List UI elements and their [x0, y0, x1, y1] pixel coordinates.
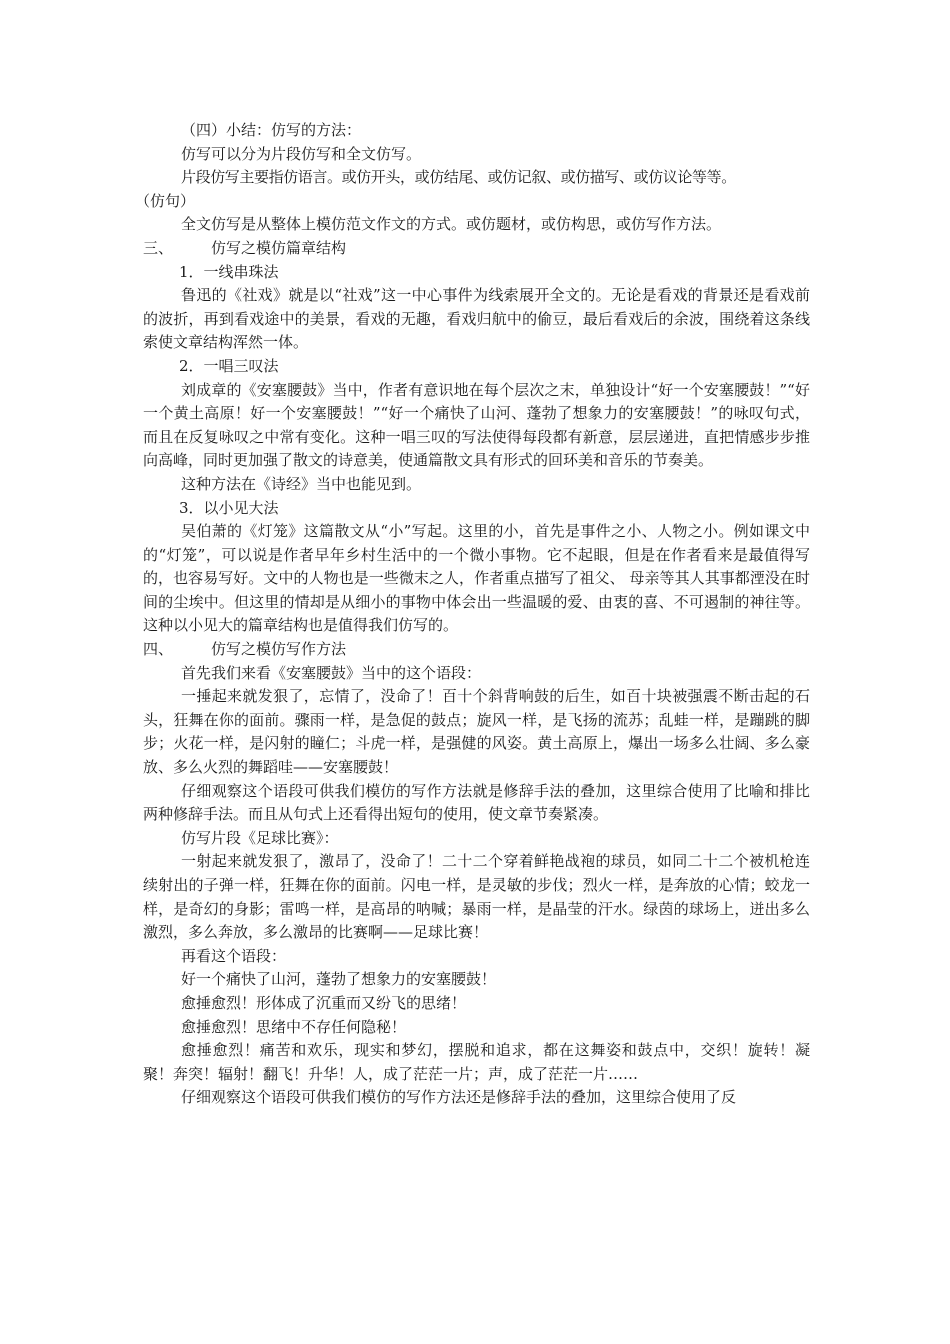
paragraph: 片段仿写主要指仿语言。或仿开头，或仿结尾、或仿记叙、或仿描写、或仿议论等等。 — [181, 168, 736, 187]
paragraph: 刘成章的《安塞腰鼓》当中，作者有意识地在每个层次之末，单独设计“好一个安塞腰鼓！”“好一个黄土高原！好一个安塞腰鼓！”“好一个痛快了山河、蓬勃了想象力的安塞腰鼓！”的咏叹句式，而且在反复咏叹之中常有变化。这种一唱三叹的写法使得每段都有新意，层层递进，直把情感步步推向高峰，同时更加强了散文的诗意美，使通篇散文具有形式的回环美和音乐的节奏美。 — [143, 380, 810, 470]
paragraph: 吴伯萧的《灯笼》这篇散文从“小”写起。这里的小，首先是事件之小、人物之小。例如课文中的“灯笼”，可以说是作者早年乡村生活中的一个微小事物。它不起眼，但是在作者看来是最值得写的，也容易写好。文中的人物也是一些微末之人，作者重点描写了祖父、 母亲等其人其事都湮没在时间的尘埃中。但这里的情却是从细小的事物中体会出一些温暖的爱、由衷的喜、不可遏制的神往等。这种以小见大的篇章结构也是值得我们仿写的。 — [143, 522, 810, 635]
quote-line: 好一个痛快了山河，蓬勃了想象力的安塞腰鼓！ — [181, 970, 497, 989]
paragraph: 全文仿写是从整体上模仿范文作文的方式。或仿题材，或仿构思，或仿写作方法。 — [181, 215, 722, 234]
paragraph: 鲁迅的《社戏》就是以“社戏”这一中心事件为线索展开全文的。无论是看戏的背景还是看戏前的波折，再到看戏途中的美景，看戏的无趣，看戏归航中的偷豆，最后看戏后的余波，围绕着这条线索使文章结构浑然一体。 — [143, 286, 810, 352]
subheading: 1．一线串珠法 — [179, 262, 279, 281]
paragraph: 一射起来就发狠了，激昂了，没命了！二十二个穿着鲜艳战袍的球员，如同二十二个被机枪连续射出的子弹一样，狂舞在你的面前。闪电一样，是灵敏的步伐；烈火一样，是奔放的心情；蛟龙一样，是奇幻的身影；雷鸣一样，是高昂的呐喊；暴雨一样，是晶莹的汗水。绿茵的球场上，迸出多么激烈，多么奔放，多么激昂的比赛啊——足球比赛！ — [143, 852, 810, 942]
section-heading-3 — [143, 237, 810, 261]
paragraph: 仿写片段《足球比赛》： — [181, 828, 339, 847]
paragraph: 仔细观察这个语段可供我们模仿的写作方法就是修辞手法的叠加，这里综合使用了比喻和排比两种修辞手法。而且从句式上还看得出短句的使用，使文章节奏紧凑。 — [143, 781, 810, 824]
paragraph: 再看这个语段： — [181, 946, 287, 965]
paragraph: 首先我们来看《安塞腰鼓》当中的这个语段： — [181, 663, 482, 682]
quote-line: 愈捶愈烈！思绪中不存任何隐秘！ — [181, 1017, 407, 1036]
section-title: 仿写之模仿写作方法 — [211, 640, 347, 659]
quote-paragraph: 愈捶愈烈！痛苦和欢乐，现实和梦幻，摆脱和追求，都在这舞姿和鼓点中，交织！旋转！凝聚！奔突！辐射！翻飞！升华！人，成了茫茫一片；声，成了茫茫一片…… — [143, 1041, 810, 1083]
section-title: 仿写之模仿篇章结构 — [211, 238, 347, 257]
document-page — [135, 119, 810, 1110]
quote-line: 愈捶愈烈！形体成了沉重而又纷飞的思绪！ — [181, 993, 467, 1012]
section-number: 三、 — [143, 238, 174, 257]
paragraph: （仿句） — [135, 191, 196, 210]
subheading: 3．以小见大法 — [179, 498, 279, 517]
paragraph: 这种方法在《诗经》当中也能见到。 — [181, 474, 422, 493]
quote-paragraph: 一捶起来就发狠了，忘情了，没命了！百十个斜背响鼓的后生，如百十块被强震不断击起的石头，狂舞在你的面前。骤雨一样，是急促的鼓点；旋风一样，是飞扬的流苏；乱蛙一样，是蹦跳的脚步；火花一样，是闪射的瞳仁；斗虎一样，是强健的风姿。黄土高原上，爆出一场多么壮阔、多么豪放、多么火烈的舞蹈哇——安塞腰鼓！ — [143, 687, 810, 777]
subheading: 2．一唱三叹法 — [179, 356, 279, 375]
paragraph: 仿写可以分为片段仿写和全文仿写。 — [181, 144, 422, 163]
section-heading-4 — [143, 638, 810, 662]
summary-heading: （四）小结：仿写的方法： — [181, 121, 362, 139]
section-number: 四、 — [143, 640, 174, 659]
paragraph: 仔细观察这个语段可供我们模仿的写作方法还是修辞手法的叠加，这里综合使用了反 — [181, 1088, 737, 1107]
